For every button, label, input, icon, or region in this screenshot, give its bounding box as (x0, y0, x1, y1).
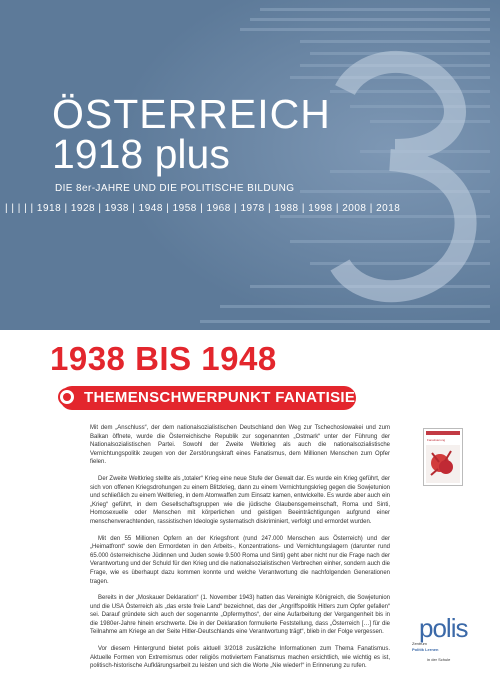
cover-hero (0, 0, 500, 330)
logo-line1: Politik Lernen (412, 647, 439, 652)
timeline-ticks: | | | | (5, 203, 28, 214)
article-body (90, 424, 390, 671)
timeline-year: 1998 (308, 203, 333, 214)
target-icon (58, 388, 76, 406)
logo-wordmark: polis (419, 613, 468, 643)
polis-logo (407, 613, 468, 667)
paragraph-intro: Mit dem „Anschluss“, der dem nationalsozialistischen Deutschland den Weg zur Tschechoslowakei und zum Balkan öffnete, wurde die Österreichische Republik zur sogenannten „Ostmark“ unter der Führung der Nationalsozialistischen Partei. Sowohl der Zweite Weltkrieg als auch die nationalsozialistische Vernichtungspolitik zeugen von der Zerstörungskraft eines Fanatismus, dem Millionen Menschen zum Opfer fielen. (90, 425, 390, 466)
paragraph-outlook: Vor diesem Hintergrund bietet polis aktuell 3/2018 zusätzliche Informationen zum Thema Fanatismus. Aktuelle Formen von Extremismus oder religiös motiviertem Fanatismus machen ersichtlich, wie wichtig es ist, politisch-historische Aufklärungsarbeit zu leisten und sich die Worte „Nie wieder!“ in Erinnerung zu rufen. (90, 646, 390, 670)
cover-title-line2: 1918 plus (52, 131, 230, 177)
year-timeline: | | | | | 1918 | 1928 | 1938 | 1948 | 1958 | 1968 | 1978 | 1988 | 1998 | 2008 | 2018 (5, 203, 401, 214)
theme-label: THEMENSCHWERPUNKT FANATISIERUNG (84, 389, 401, 406)
paragraph-moscow: Bereits in der „Moskauer Deklaration“ (1. November 1943) hatten das Vereinigte Königreich, die Sowjetunion und die USA Österreich als „das erste freie Land“ bezeichnet, das der „Angriffspolitik Hitlers zum Opfer gefallen“ sei. Darauf gründete sich auch der sogenannte „Opfermythos“, der eine Aufarbeitung der Vergangenheit bis in die 1980er-Jahre hinein erschwerte. Die in der Deklaration formulierte Feststellung, dass „Österreich […] für die Teilnahme am Kriege an der Seite Hitler-Deutschlands eine Verantwortung trägt“, blieb in der Folge vergessen. (90, 595, 390, 636)
period-heading: 1938 BIS 1948 (50, 340, 277, 377)
timeline-year: 1968 (206, 203, 231, 214)
thumbnail-header (426, 431, 460, 435)
timeline-year: 2008 (342, 203, 367, 214)
thumbnail-title: Fanatisierung (427, 438, 446, 442)
thumbnail-artwork (426, 445, 460, 483)
logo-zentrum: Zentrum (412, 641, 427, 646)
timeline-year: 1948 (138, 203, 163, 214)
cover-subtitle: DIE 8er-JAHRE UND DIE POLITISCHE BILDUNG (55, 183, 295, 194)
timeline-year: 1988 (274, 203, 299, 214)
timeline-year: 1938 (104, 203, 129, 214)
timeline-year: 1958 (172, 203, 197, 214)
timeline-year: 1918 (36, 203, 62, 214)
logo-line2: in der Schule (427, 657, 451, 662)
timeline-year: 2018 (376, 203, 401, 214)
publication-thumbnail (423, 428, 463, 486)
timeline-year: 1978 (240, 203, 265, 214)
paragraph-victims: Mit den 55 Millionen Opfern an der Kriegsfront (rund 247.000 Menschen aus Österreich) und der „Heimatfront“ sowie den Ermordeten in den Arbeits-, Konzentrations- und Vernichtungslagern (darunter rund 65.000 österreichische Jüdinnen und Juden sowie 9.500 Roma und Sinti) geht aber nicht nur die Frage nach der Verantwortung und der Schuld für den Krieg und die nationalsozialistischen Verbrechen einher, sondern auch die Frage, wie es überhaupt dazu kommen konnte und welche Verantwortung die nachfolgenden Generationen tragen. (90, 535, 390, 585)
paragraph-war: Der Zweite Weltkrieg stellte als „totaler“ Krieg eine neue Stufe der Gewalt dar. Es wurde ein Krieg geführt, der sich von offenen Kriegsdrohungen zu einem Blitzkrieg, dann zu einem Vernichtungskrieg gegen die Sowjetunion und schließlich zu einem Weltkrieg, in dem Atomwaffen zum Einsatz kamen, entwickelte. Es wurde aber auch ein „Krieg“ geführt, in dem Gesellschaftsgruppen wie die jüdische Glaubensgemeinschaft, Roma und Sinti, Homosexuelle oder Menschen mit körperlichen und geistigen Beeinträchtigungen aufgrund einer menschenverachtenden, rassistischen Ideologie systematisch diskriminiert, verfolgt und ermordet wurden. (90, 475, 390, 525)
cover-title-line1: ÖSTERREICH (52, 91, 331, 137)
timeline-year: 1928 (70, 203, 96, 214)
